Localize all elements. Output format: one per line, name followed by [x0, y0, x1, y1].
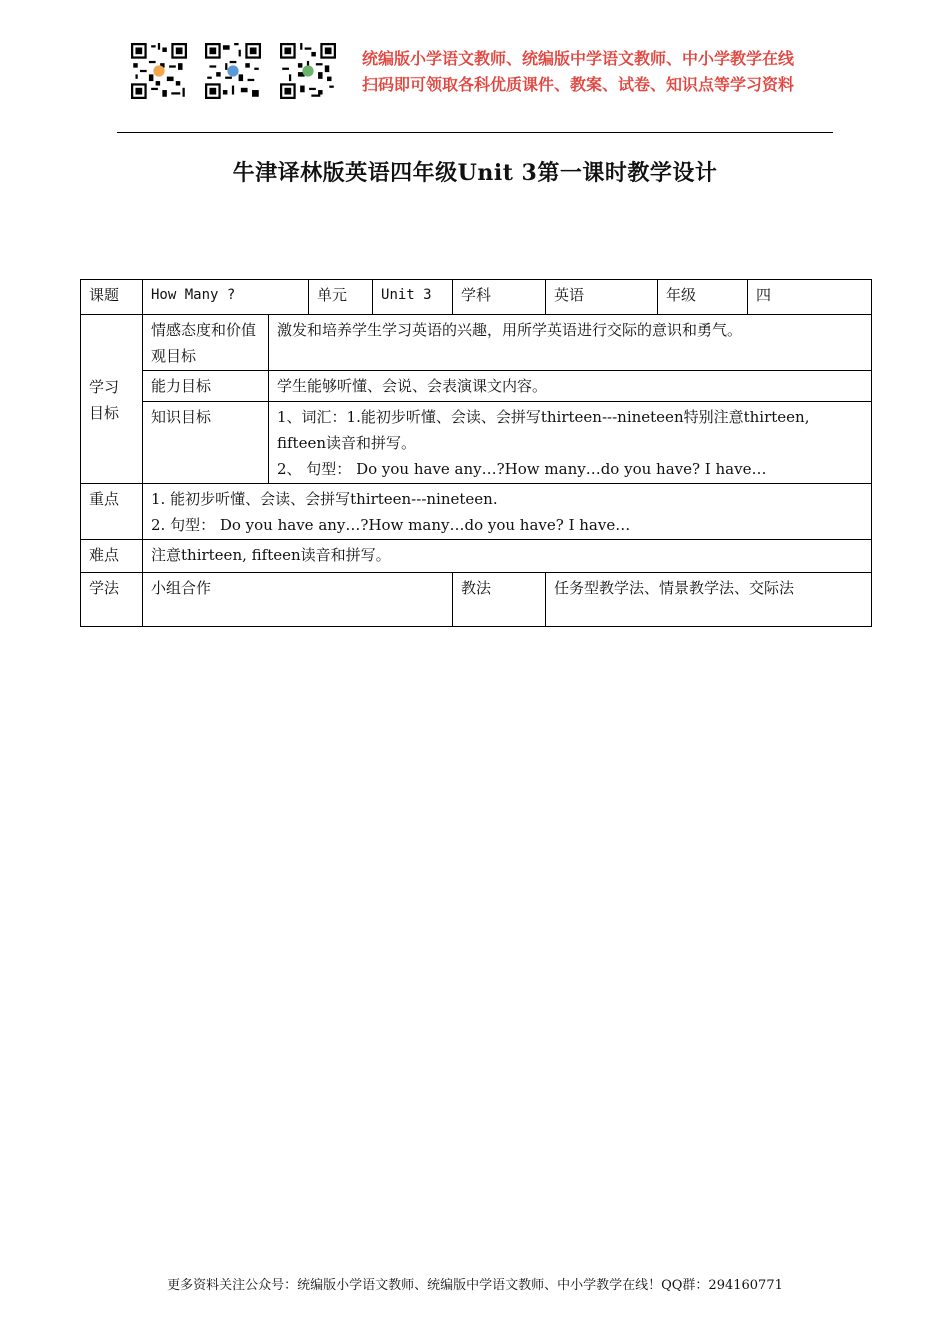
- key-points-value: [143, 484, 872, 540]
- table-row: [81, 484, 872, 540]
- table-row: [81, 371, 872, 402]
- footer-text: 更多资料关注公众号：统编版小学语文教师、统编版中学语文教师、中小学教学在线！QQ群：294160771: [167, 1278, 783, 1293]
- knowledge-line-1: 1、词汇：1.能初步听懂、会读、会拼写thirteen---nineteen特别注意thirteen, fifteen读音和拼写。: [277, 408, 810, 452]
- key-point-1: 1. 能初步听懂、会读、会拼写thirteen---nineteen.: [151, 490, 498, 508]
- teaching-method-label: 教法: [453, 573, 546, 627]
- study-method-label: 学法: [81, 573, 143, 627]
- header-band: [0, 0, 950, 130]
- table-row: [81, 402, 872, 484]
- unit-value: Unit 3: [373, 280, 453, 315]
- objectives-label: [81, 315, 143, 484]
- emotion-goal-label: 情感态度和价值观目标: [143, 315, 269, 371]
- topic-value: How Many ?: [143, 280, 309, 315]
- knowledge-line-2: 2、 句型： Do you have any…?How many…do you have? I have…: [277, 460, 767, 478]
- qr-code-icon[interactable]: [131, 43, 187, 99]
- qr-code-icon[interactable]: [205, 43, 261, 99]
- difficulties-value: 注意thirteen, fifteen读音和拼写。: [143, 540, 872, 573]
- table-row: [81, 315, 872, 371]
- promo-line-1: 统编版小学语文教师、统编版中学语文教师、中小学教学在线: [362, 49, 795, 68]
- grade-label: 年级: [658, 280, 748, 315]
- emotion-goal-value: 激发和培养学生学习英语的兴趣，用所学英语进行交际的意识和勇气。: [269, 315, 872, 371]
- ability-goal-value: 学生能够听懂、会说、会表演课文内容。: [269, 371, 872, 402]
- page-title: 牛津译林版英语四年级Unit 3第一课时教学设计: [232, 160, 718, 186]
- grade-value: 四: [748, 280, 872, 315]
- key-point-2: 2. 句型： Do you have any…?How many…do you have? I have…: [151, 516, 631, 534]
- table-row: [81, 280, 872, 315]
- qr-code-icon[interactable]: [280, 43, 336, 99]
- subject-label: 学科: [453, 280, 546, 315]
- knowledge-goal-label: 知识目标: [143, 402, 269, 484]
- table-row: [81, 573, 872, 627]
- lesson-plan-table: [80, 279, 872, 627]
- topic-label: 课题: [81, 280, 143, 315]
- table-row: [81, 540, 872, 573]
- subject-value: 英语: [546, 280, 658, 315]
- study-method-value: 小组合作: [143, 573, 453, 627]
- difficulties-label: 难点: [81, 540, 143, 573]
- key-points-label: 重点: [81, 484, 143, 540]
- ability-goal-label: 能力目标: [143, 371, 269, 402]
- promo-line-2: 扫码即可领取各科优质课件、教案、试卷、知识点等学习资料: [362, 75, 795, 94]
- promo-text: [362, 46, 832, 98]
- unit-label: 单元: [309, 280, 373, 315]
- objectives-label-text: 学习目标: [89, 377, 120, 422]
- knowledge-goal-value: [269, 402, 872, 484]
- header-divider: [117, 132, 833, 133]
- teaching-method-value: 任务型教学法、情景教学法、交际法: [546, 573, 872, 627]
